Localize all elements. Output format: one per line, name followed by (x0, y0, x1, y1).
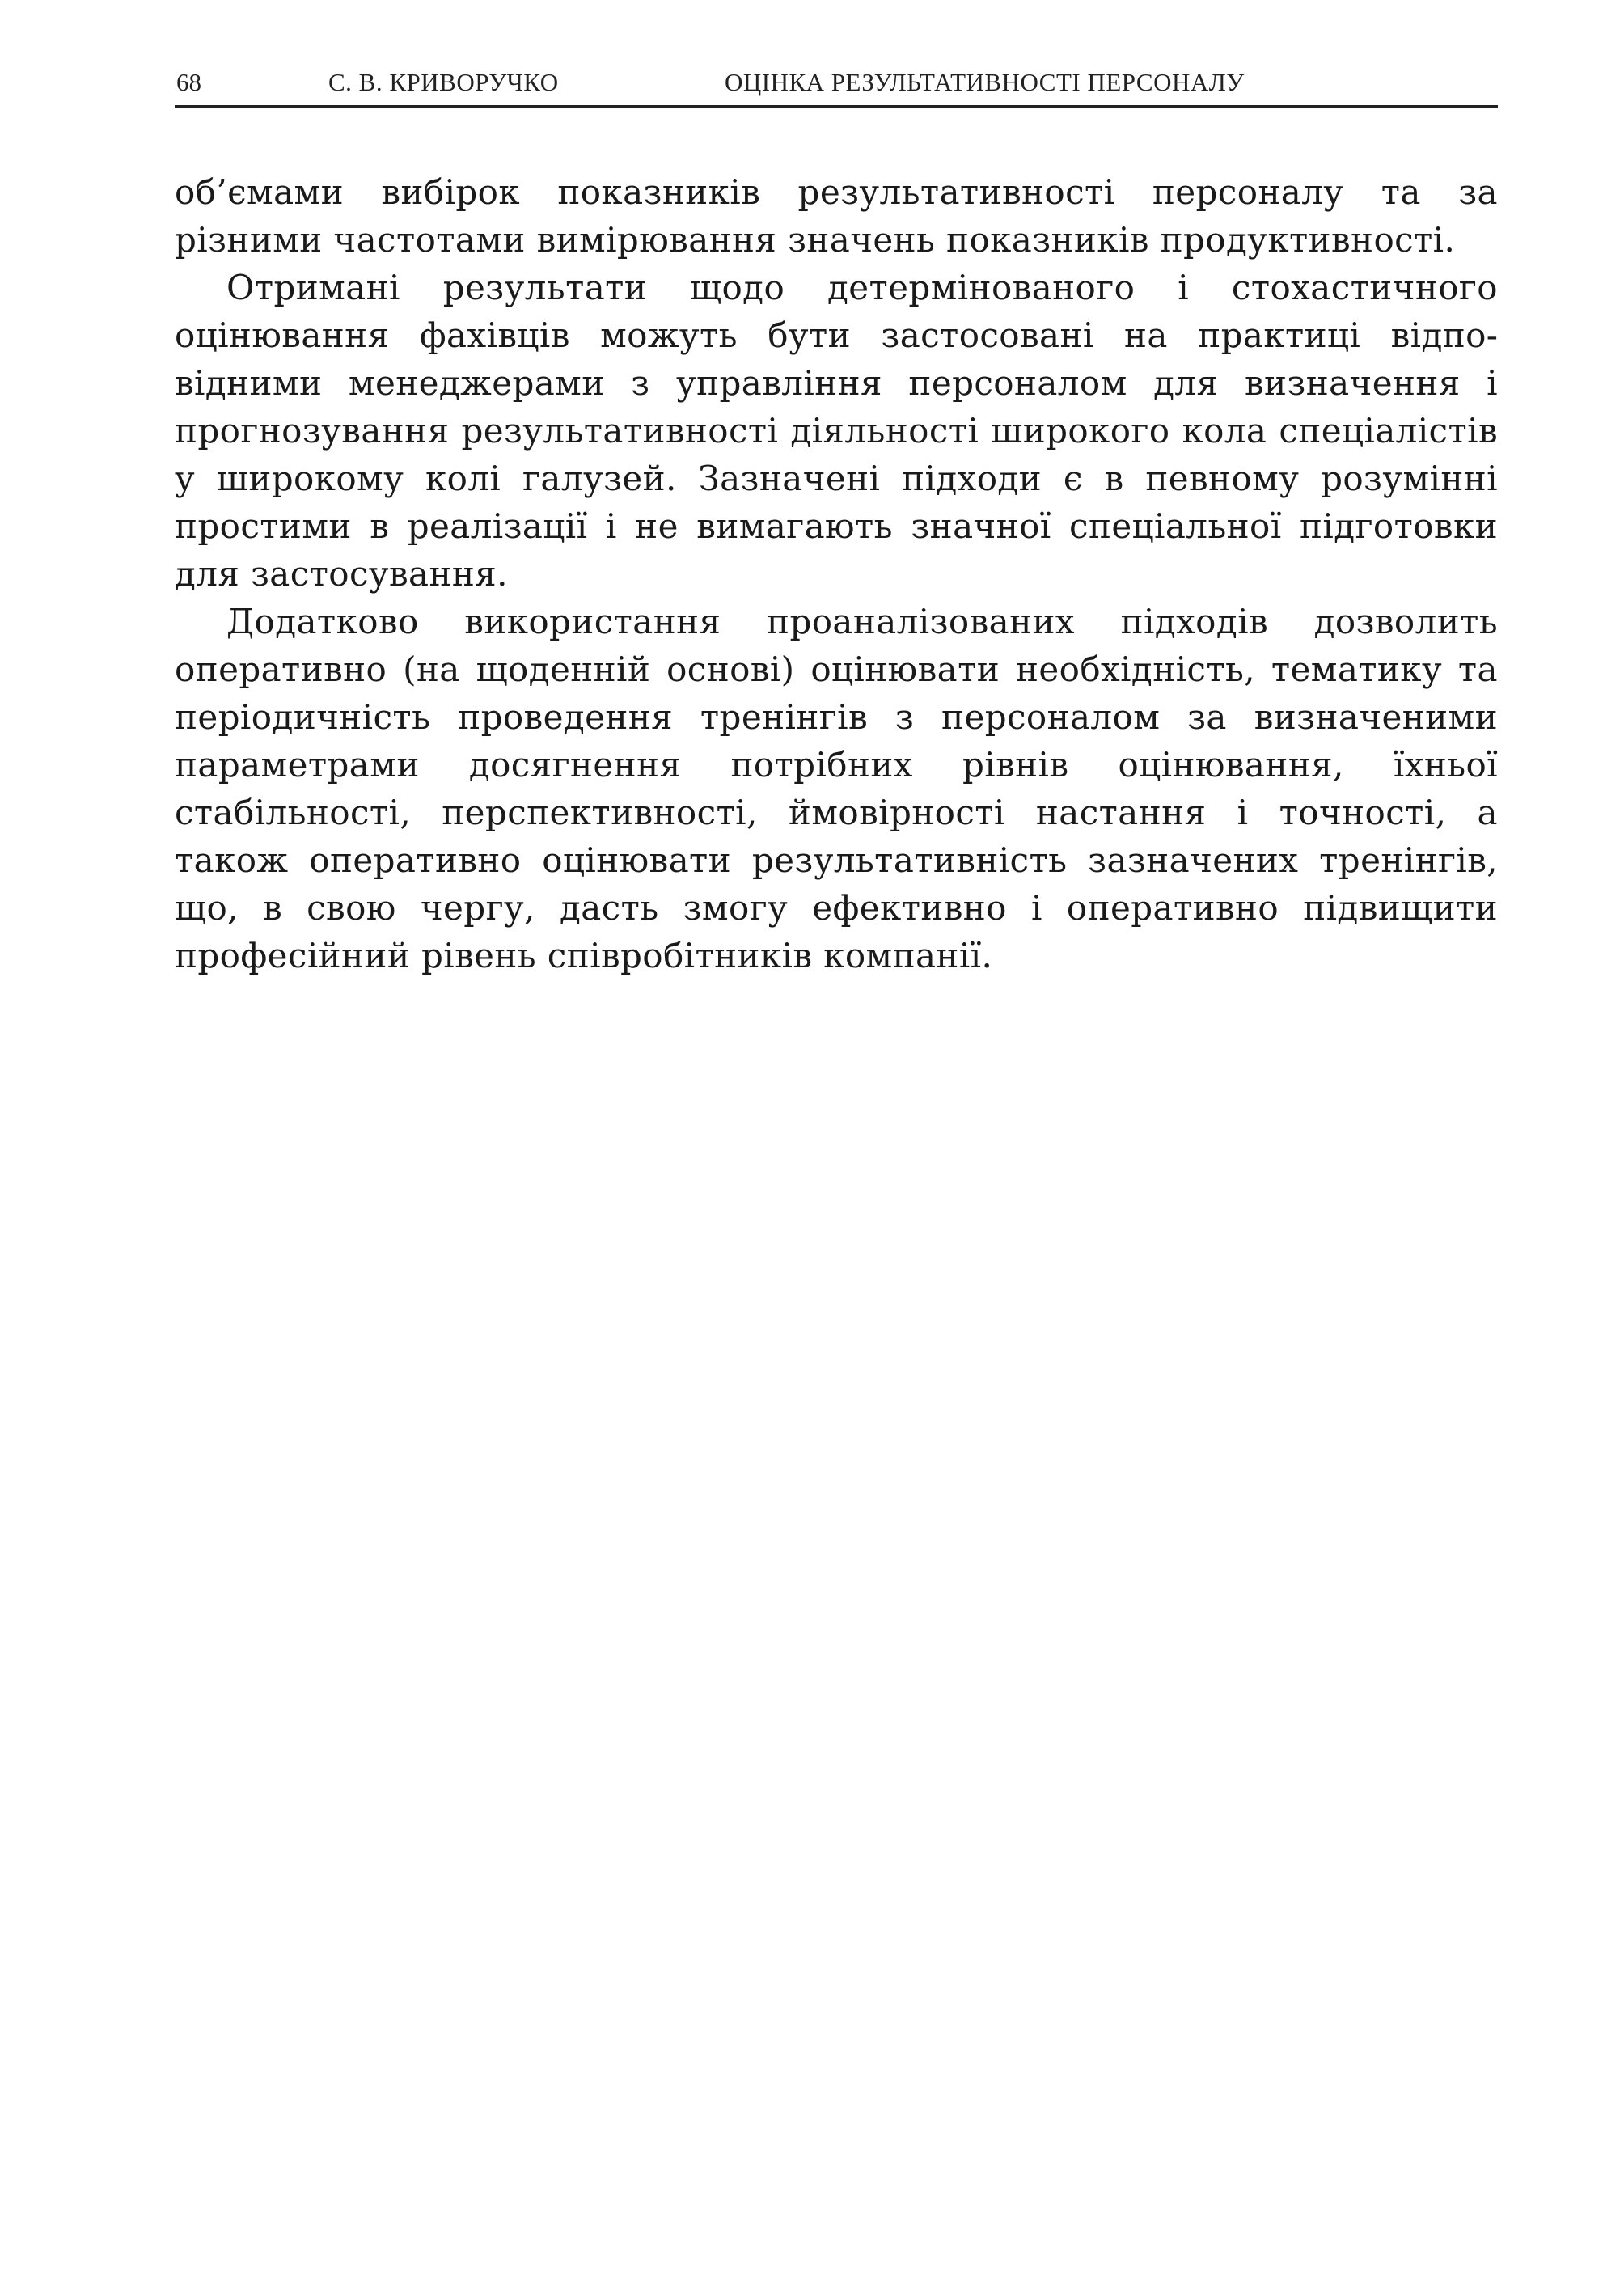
running-header (175, 63, 1498, 108)
header-author: С. В. КРИВОРУЧКО (328, 68, 559, 96)
paragraph-1: об’ємами вибірок показників результативності персоналу та за різними частотами вимірювання значень показників продуктивності. (175, 172, 1498, 260)
header-book-title: ОЦІНКА РЕЗУЛЬТАТИВНОСТІ ПЕРСОНАЛУ (725, 68, 1245, 96)
paragraph-3: Додатково використання проаналізованих підходів дозволить оперативно (на щоденній основі) оцінювати необхідність, тематику та періодичність проведення тренінгів з персоналом за визначеними параметрами досягнення потрібних рівнів оцінювання, їхньої стабільності, перспективності, ймовірності настання і точності, а також оперативно оцінювати результативність зазначених тренінгів, що, в свою чергу, дасть змогу ефективно і оперативно підвищити професійний рівень співробітників компанії. (175, 602, 1498, 975)
body-text (175, 168, 1498, 979)
page-number: 68 (176, 68, 201, 96)
paragraph-2: Отримані результати щодо детермінованого і стохастичного оцінювання фахівців можуть бути застосовані на практиці відповідними менеджерами з управління персоналом для визначення і прогнозування результативності діяльності широкого кола спеціалістів у широкому колі галузей. Зазначені підходи є в певному розумінні простими в реалізації і не вимагають значної спеціальної підготовки для застосування. (175, 268, 1498, 594)
